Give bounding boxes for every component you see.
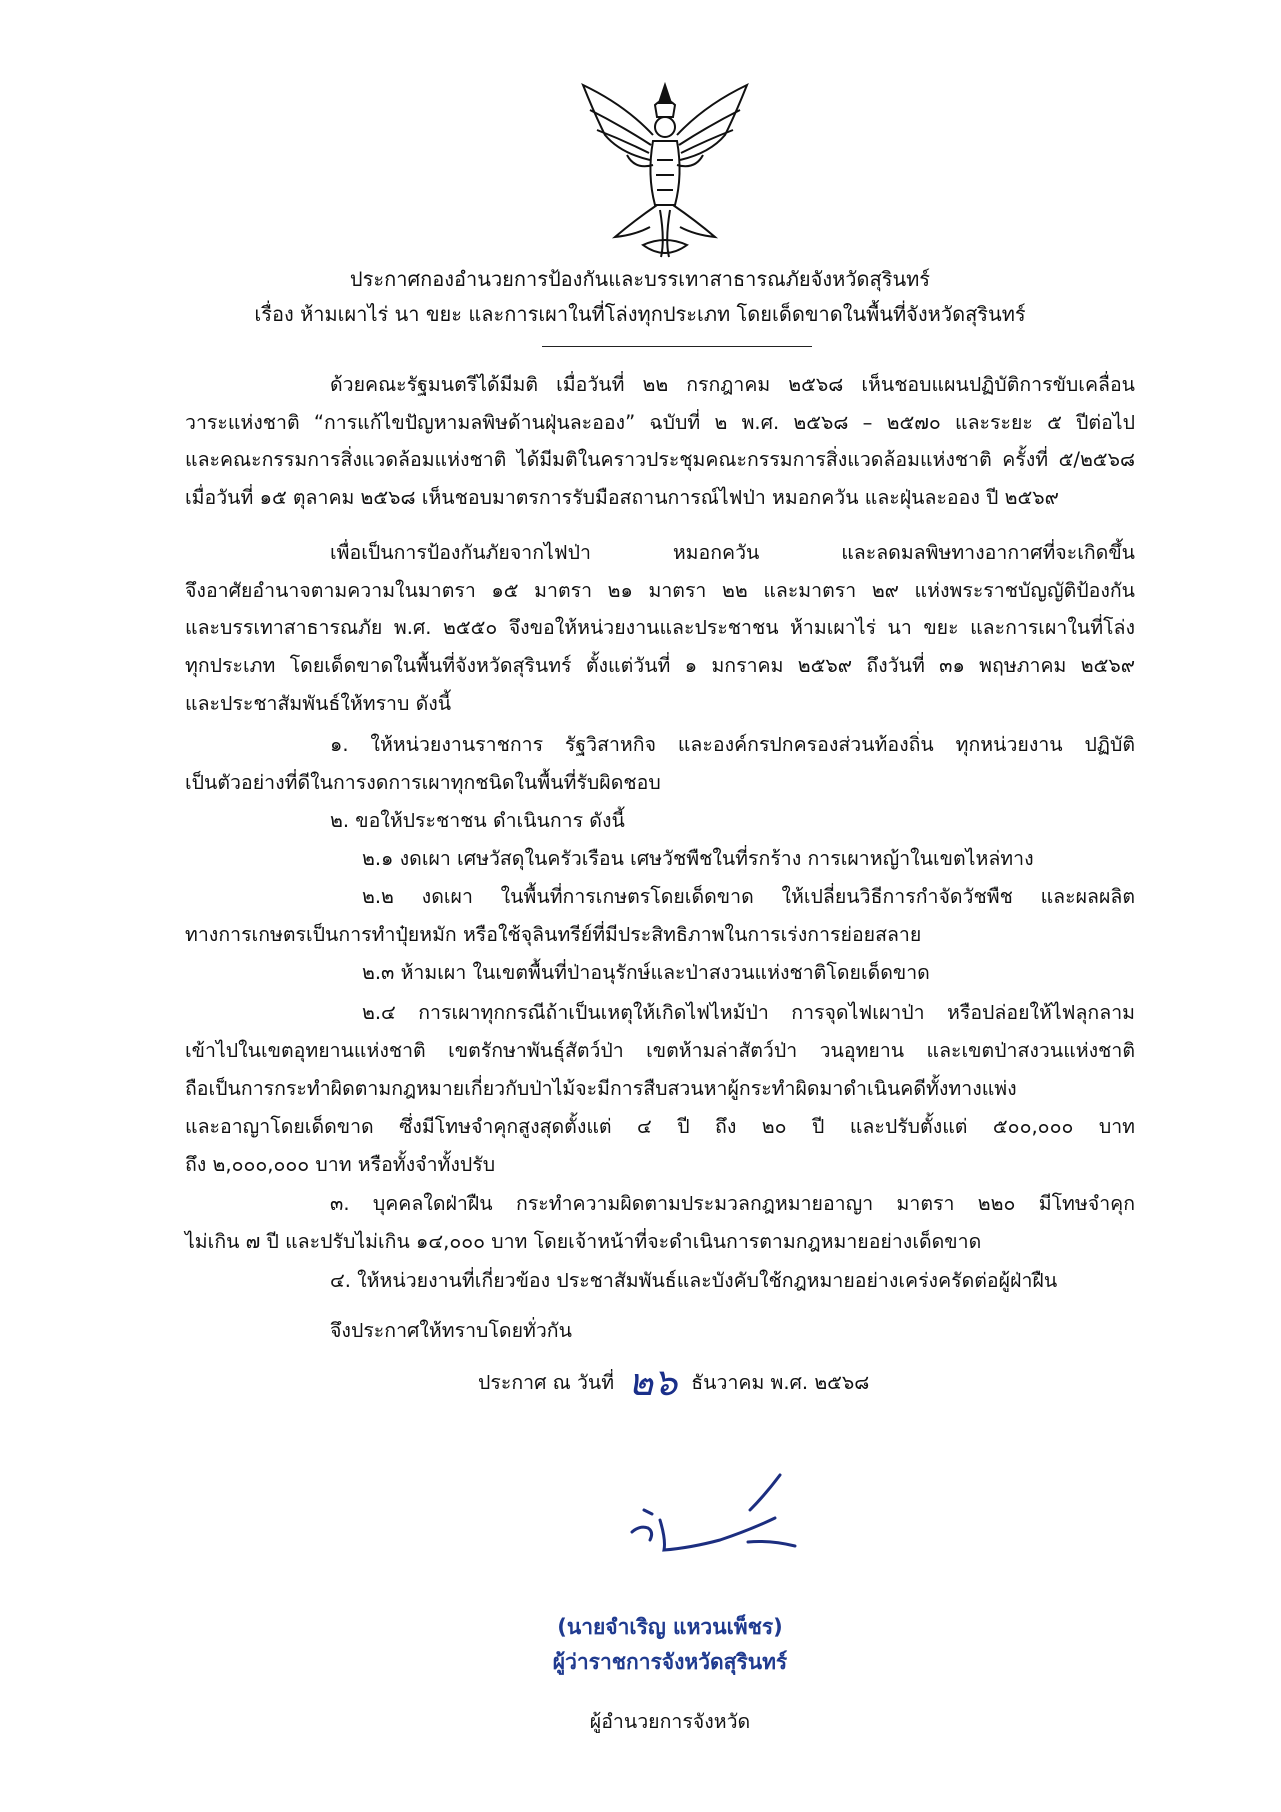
signatory-name: (นายจำเริญ แหวนเพ็ชร)	[557, 1615, 783, 1639]
item-2-4-line: ถือเป็นการกระทำผิดตามกฎหมายเกี่ยวกับป่าไม้จะมีการสืบสวนหาผู้กระทำผิดมาดำเนินคดีทั้งทางแพ่ง	[185, 1077, 1017, 1100]
item-4: ๔. ให้หน่วยงานที่เกี่ยวข้อง ประชาสัมพันธ์และบังคับใช้กฎหมายอย่างเคร่งครัดต่อผู้ฝ่าฝืน	[330, 1269, 1058, 1292]
announcement-title: ประกาศกองอำนวยการป้องกันและบรรเทาสาธารณภัยจังหวัดสุรินทร์	[349, 267, 931, 291]
paragraph-2-line: ทุกประเภท โดยเด็ดขาดในพื้นที่จังหวัดสุรินทร์ ตั้งแต่วันที่ ๑ มกราคม ๒๕๖๙ ถึงวันที่ ๓๑ พฤษภาคม ๒๕๖๙	[185, 654, 1135, 677]
paragraph-2-line: และบรรเทาสาธารณภัย พ.ศ. ๒๕๕๐ จึงขอให้หน่วยงานและประชาชน ห้ามเผาไร่ นา ขยะ และการเผาในที่โล่ง	[185, 616, 1135, 639]
signatory-role: ผู้อำนวยการจังหวัด	[589, 1710, 751, 1733]
item-2-4-line: และอาญาโดยเด็ดขาด ซึ่งมีโทษจำคุกสูงสุดตั้งแต่ ๔ ปี ถึง ๒๐ ปี และปรับตั้งแต่ ๕๐๐,๐๐๐ บาท	[185, 1115, 1135, 1138]
date-month-year: ธันวาคม พ.ศ. ๒๕๖๘	[691, 1371, 870, 1394]
item-1-line: เป็นตัวอย่างที่ดีในการงดการเผาทุกชนิดในพื้นที่รับผิดชอบ	[185, 771, 661, 794]
paragraph-1-line: วาระแห่งชาติ “การแก้ไขปัญหามลพิษด้านฝุ่นละออง” ฉบับที่ ๒ พ.ศ. ๒๕๖๘ – ๒๕๗๐ และระยะ ๕ ปีต่อไป	[185, 411, 1135, 434]
paragraph-1-line: เมื่อวันที่ ๑๕ ตุลาคม ๒๕๖๘ เห็นชอบมาตรการรับมือสถานการณ์ไฟป่า หมอกควัน และฝุ่นละออง ปี ๒๕๖๙	[185, 486, 1059, 509]
item-3-line: ๓. บุคคลใดฝ่าฝืน กระทำความผิดตามประมวลกฎหมายอาญา มาตรา ๒๒๐ มีโทษจำคุก	[330, 1192, 1135, 1215]
date-day-handwritten: ๒๖	[628, 1360, 678, 1404]
paragraph-2-line: จึงอาศัยอำนาจตามความในมาตรา ๑๕ มาตรา ๒๑ มาตรา ๒๒ และมาตรา ๒๙ แห่งพระราชบัญญัติป้องกัน	[185, 579, 1135, 602]
governor-signature	[630, 1470, 810, 1560]
paragraph-1-line: ด้วยคณะรัฐมนตรีได้มีมติ เมื่อวันที่ ๒๒ กรกฎาคม ๒๕๖๘ เห็นชอบแผนปฏิบัติการขับเคลื่อน	[330, 373, 1135, 396]
announcement-subject: เรื่อง ห้ามเผาไร่ นา ขยะ และการเผาในที่โล่งทุกประเภท โดยเด็ดขาดในพื้นที่จังหวัดสุรินทร์	[254, 302, 1026, 326]
announcement-date	[478, 1362, 869, 1403]
garuda-emblem-icon	[565, 65, 765, 265]
item-2-2-line: ทางการเกษตรเป็นการทำปุ๋ยหมัก หรือใช้จุลินทรีย์ที่มีประสิทธิภาพในการเร่งการย่อยสลาย	[185, 923, 922, 946]
item-3-line: ไม่เกิน ๗ ปี และปรับไม่เกิน ๑๔,๐๐๐ บาท โดยเจ้าหน้าที่จะดำเนินการตามกฎหมายอย่างเด็ดขาด	[185, 1230, 982, 1253]
paragraph-2-line: เพื่อเป็นการป้องกันภัยจากไฟป่า หมอกควัน และลดมลพิษทางอากาศที่จะเกิดขึ้น	[330, 541, 1135, 564]
signatory-title: ผู้ว่าราชการจังหวัดสุรินทร์	[552, 1650, 788, 1674]
item-2-1: ๒.๑ งดเผา เศษวัสดุในครัวเรือน เศษวัชพืชในที่รกร้าง การเผาหญ้าในเขตไหล่ทาง	[362, 847, 1034, 870]
date-prefix: ประกาศ ณ วันที่	[478, 1371, 615, 1394]
closing-statement: จึงประกาศให้ทราบโดยทั่วกัน	[330, 1319, 572, 1342]
item-2-4-line: ถึง ๒,๐๐๐,๐๐๐ บาท หรือทั้งจำทั้งปรับ	[185, 1153, 496, 1176]
paragraph-1-line: และคณะกรรมการสิ่งแวดล้อมแห่งชาติ ได้มีมติในคราวประชุมคณะกรรมการสิ่งแวดล้อมแห่งชาติ ครั้งที่ ๕/๒๕๖๘	[185, 448, 1135, 471]
item-2-4-line: เข้าไปในเขตอุทยานแห่งชาติ เขตรักษาพันธุ์สัตว์ป่า เขตห้ามล่าสัตว์ป่า วนอุทยาน และเขตป่าสงวนแห่งชาติ	[185, 1039, 1135, 1062]
title-underline	[542, 346, 812, 347]
paragraph-2-line: และประชาสัมพันธ์ให้ทราบ ดังนี้	[185, 692, 452, 715]
item-2-3: ๒.๓ ห้ามเผา ในเขตพื้นที่ป่าอนุรักษ์และป่าสงวนแห่งชาติโดยเด็ดขาด	[362, 961, 930, 984]
item-1-line: ๑. ให้หน่วยงานราชการ รัฐวิสาหกิจ และองค์กรปกครองส่วนท้องถิ่น ทุกหน่วยงาน ปฏิบัติ	[330, 733, 1135, 756]
item-2: ๒. ขอให้ประชาชน ดำเนินการ ดังนี้	[330, 809, 625, 832]
item-2-2-line: ๒.๒ งดเผา ในพื้นที่การเกษตรโดยเด็ดขาด ให้เปลี่ยนวิธีการกำจัดวัชพืช และผลผลิต	[362, 885, 1135, 908]
item-2-4-line: ๒.๔ การเผาทุกกรณีถ้าเป็นเหตุให้เกิดไฟไหม้ป่า การจุดไฟเผาป่า หรือปล่อยให้ไฟลุกลาม	[362, 1001, 1135, 1024]
